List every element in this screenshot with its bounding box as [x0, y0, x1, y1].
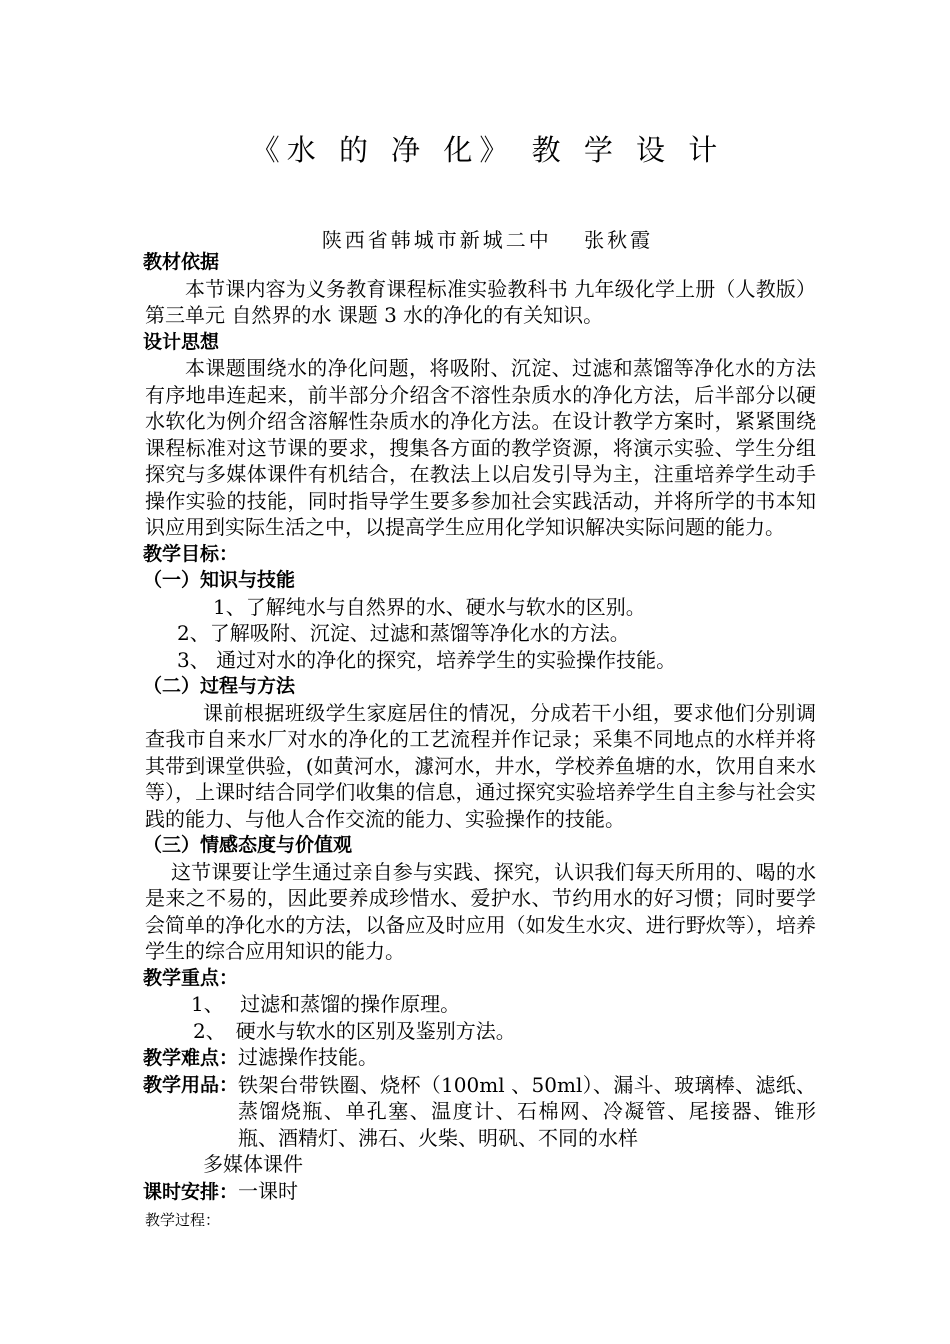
difficulty-line	[145, 1044, 816, 1072]
tools-block	[145, 1072, 816, 1152]
list-item: 2、 硬水与软水的区别及鉴别方法。	[193, 1018, 516, 1043]
heading-goal-attitude: （三）情感态度与价值观	[143, 834, 353, 856]
schedule-line	[145, 1178, 816, 1206]
schedule-label: 课时安排：	[143, 1180, 239, 1203]
document-title: 《水 的 净 化》 教 学 设 计	[250, 133, 725, 167]
tools-text: 铁架台带铁圈、烧杯（100ml 、50ml）、漏斗、玻璃棒、滤纸、蒸馏烧瓶、单孔塞、温度计、石棉网、冷凝管、尾接器、锥形瓶、酒精灯、沸石、火柴、明矾、不同的水样	[238, 1072, 816, 1150]
heading-goal-process: （二）过程与方法	[143, 675, 296, 697]
paragraph-process: 课前根据班级学生家庭居住的情况，分成若干小组，要求他们分别调查我市自来水厂对水的净化的工艺流程并作记录；采集不同地点的水样并将其带到课堂供验，(如黄河水，澽河水，井水，学校养鱼塘的水，饮用自来水等），上课时结合同学们收集的信息，通过探究实验培养学生自主参与社会实践的能力、与他人合作交流的能力、实验操作的技能。	[145, 700, 816, 831]
heading-idea: 设计思想	[143, 330, 220, 353]
paragraph-attitude: 这节课要让学生通过亲自参与实践、探究，认识我们每天所用的、喝的水是来之不易的，因此要养成珍惜水、爱护水、节约用水的好习惯；同时要学会简单的净化水的方法，以备应及时应用（如发生水灾、进行野炊等），培养学生的综合应用知识的能力。	[145, 859, 816, 963]
heading-goal-knowledge: （一）知识与技能	[143, 569, 296, 591]
paragraph-idea: 本课题围绕水的净化问题，将吸附、沉淀、过滤和蒸馏等净化水的方法有序地串连起来，前半部分介绍含不溶性杂质水的净化方法，后半部分以硬水软化为例介绍含溶解性杂质水的净化方法。在设计教学方案时，紧紧围绕课程标准对这节课的要求，搜集各方面的教学资源，将演示实验、学生分组探究与多媒体课件有机结合，在教法上以启发引导为主，注重培养学生动手操作实验的技能，同时指导学生要多参加社会实践活动，并将所学的书本知识应用到实际生活之中，以提高学生应用化学知识解决实际问题的能力。	[145, 356, 816, 539]
list-item: 1、 过滤和蒸馏的操作原理。	[191, 992, 461, 1016]
heading-key-points: 教学重点：	[143, 966, 239, 989]
document-body	[145, 249, 816, 1234]
multimedia-line: 多媒体课件	[203, 1152, 303, 1176]
schedule-text: 一课时	[238, 1178, 299, 1203]
paragraph-basis: 本节课内容为义务教育课程标准实验教科书 九年级化学上册（人教版）第三单元 自然界的水 课题 3 水的净化的有关知识。	[145, 276, 816, 327]
process-label: 教学过程：	[145, 1211, 221, 1229]
list-item: 2、了解吸附、沉淀、过滤和蒸馏等净化水的方法。	[177, 621, 630, 645]
tools-label: 教学用品：	[143, 1073, 239, 1096]
heading-goals: 教学目标：	[143, 542, 239, 565]
list-item: 1、了解纯水与自然界的水、硬水与软水的区别。	[213, 594, 646, 619]
difficulty-label: 教学难点：	[143, 1047, 239, 1069]
difficulty-text: 过滤操作技能。	[238, 1045, 379, 1069]
list-item: 3、 通过对水的净化的探究，培养学生的实验操作技能。	[177, 647, 677, 672]
author-line: 陕西省韩城市新城二中 张秋霞	[321, 228, 654, 252]
heading-basis: 教材依据	[143, 251, 220, 273]
